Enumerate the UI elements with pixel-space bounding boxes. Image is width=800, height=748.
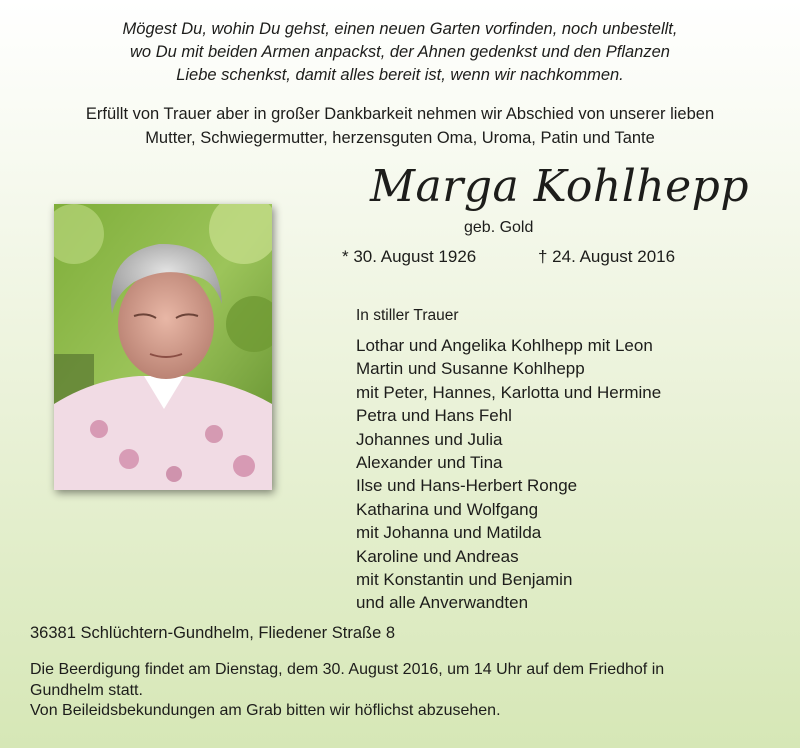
family-line: mit Johanna und Matilda — [356, 523, 542, 543]
family-line: Martin und Susanne Kohlhepp — [356, 359, 585, 379]
funeral-notice — [30, 660, 780, 722]
family-line: Johannes und Julia — [356, 429, 503, 449]
family-line: Alexander und Tina — [356, 453, 503, 473]
family-line: Katharina und Wolfgang — [356, 499, 539, 519]
funeral-line: Gundhelm statt. — [30, 681, 143, 699]
poem-line: wo Du mit beiden Armen anpackst, der Ahnen gedenkst und den Pflanzen — [130, 43, 670, 61]
mourning-label: In stiller Trauer — [356, 307, 459, 324]
portrait-image — [54, 204, 272, 490]
family-line: Karoline und Andreas — [356, 546, 519, 566]
death-date: † 24. August 2016 — [538, 247, 676, 266]
family-line: mit Konstantin und Benjamin — [356, 570, 573, 590]
funeral-line: Die Beerdigung findet am Dienstag, dem 30. August 2016, um 14 Uhr auf dem Friedhof in — [30, 661, 665, 678]
intro-line: Erfüllt von Trauer aber in großer Dankbarkeit nehmen wir Abschied von unserer lieben — [85, 105, 715, 123]
intro-text — [20, 102, 780, 150]
portrait-photo — [54, 204, 272, 490]
poem-line: Liebe schenkst, damit alles bereit ist, wenn wir nachkommen. — [176, 66, 624, 84]
deceased-name: Marga Kohlhepp — [370, 161, 750, 212]
intro-line: Mutter, Schwiegermutter, herzensguten Oma, Uroma, Patin und Tante — [145, 129, 655, 147]
poem — [20, 18, 780, 87]
poem-line: Mögest Du, wohin Du gehst, einen neuen Garten vorfinden, noch unbestellt, — [122, 20, 678, 38]
family-line: Petra und Hans Fehl — [356, 406, 512, 426]
address: 36381 Schlüchtern-Gundhelm, Fliedener Straße 8 — [30, 624, 396, 642]
family-line: Lothar und Angelika Kohlhepp mit Leon — [356, 336, 653, 355]
birth-date: * 30. August 1926 — [342, 247, 477, 266]
family-line: Ilse und Hans-Herbert Ronge — [356, 476, 578, 496]
family-line: mit Peter, Hannes, Karlotta und Hermine — [356, 382, 662, 402]
maiden-name: geb. Gold — [464, 219, 534, 236]
family-list — [356, 334, 661, 615]
funeral-line: Von Beileidsbekundungen am Grab bitten wir höflichst abzusehen. — [30, 702, 501, 719]
family-line: und alle Anverwandten — [356, 593, 529, 613]
